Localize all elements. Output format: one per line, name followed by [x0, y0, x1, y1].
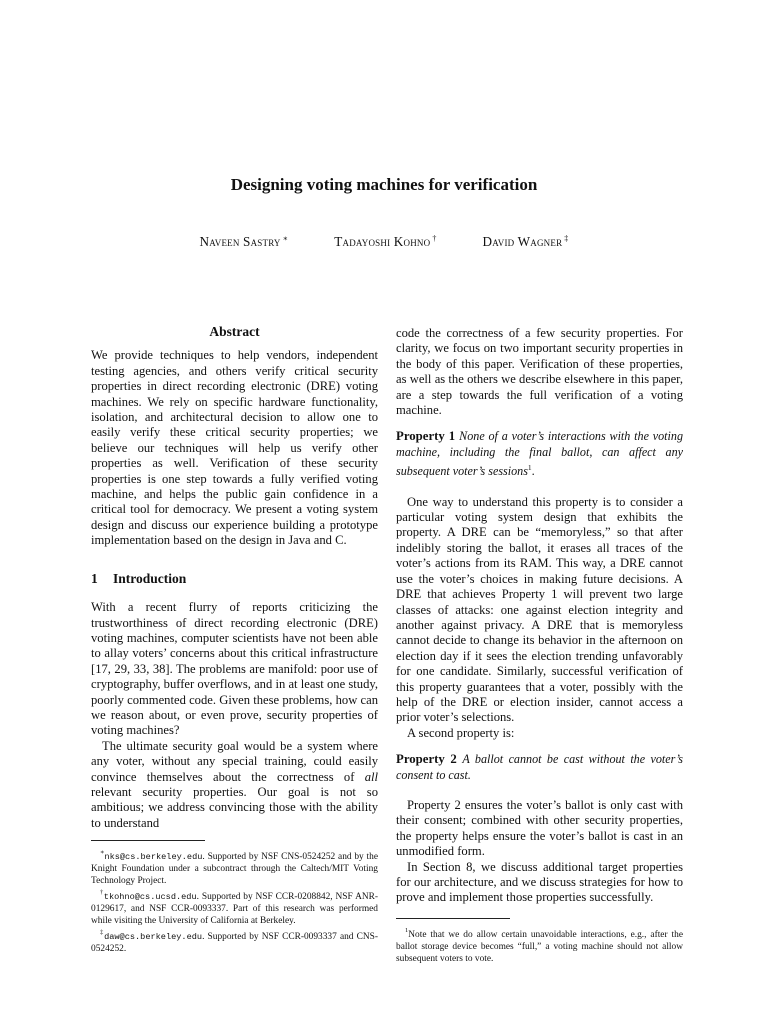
body-paragraph: A second property is: — [407, 725, 515, 740]
abstract-text: We provide techniques to help vendors, independent testing agencies, and others verify critical security properties in direct recording electronic (DRE) voting machines. We rely on specific hardware functionality, isolation, and architectural decision to allow one to easily verify these critical security properties; we believe our techniques will help us verify other properties as well. Verification of these security properties is one step towards a fully verified voting machine, and helps the public gain confidence in a critical tool for democracy. We present a voting system design and discuss our experience building a prototype implementation based on the design in Java and C. — [91, 348, 378, 548]
paper-title: Designing voting machines for verification — [230, 175, 538, 194]
footnote: ∗nks@cs.berkeley.edu. Supported by NSF CNS-0524252 and by the Knight Foundation under a subcontract through the Caltech/MIT Voting Technology Project. — [91, 849, 378, 887]
property-statement: Property 2 A ballot cannot be cast without the voter’s consent to cast. — [396, 752, 683, 782]
property-statement: Property 1 None of a voter’s interactions with the voting machine, including the final ballot, can affect any subsequent voter’s sessions$^1$. — [396, 429, 683, 479]
abstract-heading: Abstract — [209, 324, 260, 339]
author: Naveen Sastry ∗ — [199, 234, 289, 249]
body-paragraph: One way to understand this property is to consider a particular voting system design that exhibits the property. A DRE can be “memoryless,” so that after indelibly storing the ballot, it erases all traces of the voter’s actions from its RAM. This way, a DRE cannot use the voter’s choices in making future decisions. A DRE that achieves Property 1 will prevent two large classes of attacks: one against election integrity and another against privacy. A DRE that is memoryless cannot decide to change its behavior in the afternoon on election day if it sees the election trending unfavorably for one candidate. Similarly, successful verification of this property guarantees that a voter, possibly with the help of the DRE or election insider, cannot access a prior voter’s selections. — [396, 494, 683, 725]
intro-paragraph: The ultimate security goal would be a system where any voter, without any special training, could easily convince themselves about the correctness of all relevant security properties. Our goal is not so ambitious; we address convincing those with the ability to understand — [91, 738, 378, 830]
footnote: $^1$Note that we do allow certain unavoidable interactions, e.g., after the ballot storage device becomes “full,” a voting machine should not allow subsequent voters to vote. — [396, 926, 683, 964]
footnote-rule — [396, 918, 510, 919]
right-column — [396, 326, 683, 965]
section-heading: 1 Introduction — [91, 570, 187, 586]
body-paragraph: In Section 8, we discuss additional target properties for our architecture, and we discuss strategies for how to prove and implement those properties successfully. — [396, 859, 683, 905]
author-list — [0, 234, 768, 250]
author: Tadayoshi Kohno † — [334, 234, 437, 249]
author: David Wagner ‡ — [482, 234, 569, 249]
left-column — [91, 322, 378, 955]
intro-paragraph: With a recent flurry of reports criticizing the trustworthiness of direct recording electronic (DRE) voting machines, computer scientists have not been able to allay voters’ concerns about this critical infrastructure [17, 29, 33, 38]. The problems are manifold: poor use of cryptography, buffer overflows, and in at least one study, poorly commented code. Given these problems, how can we reason about, or even prove, security properties of voting machines? — [91, 600, 378, 738]
footnote: ‡daw@cs.berkeley.edu. Supported by NSF CCR-0093337 and CNS-0524252. — [91, 929, 379, 955]
body-paragraph: code the correctness of a few security properties. For clarity, we focus on two important security properties in the body of this paper. Verification of these properties, as well as the others we describe elsewhere in this paper, are a step towards the full verification of a voting machine. — [396, 326, 683, 418]
body-paragraph: Property 2 ensures the voter’s ballot is only cast with their consent; combined with other security properties, the property helps ensure the voter’s ballot is cast in an unmodified form. — [396, 797, 683, 859]
footnote-rule — [91, 840, 205, 841]
footnote: †tkohno@cs.ucsd.edu. Supported by NSF CCR-0208842, NSF ANR-0129617, and NSF CCR-0093337. Part of this research was performed while visiting the University of California at Berkeley. — [91, 889, 379, 927]
